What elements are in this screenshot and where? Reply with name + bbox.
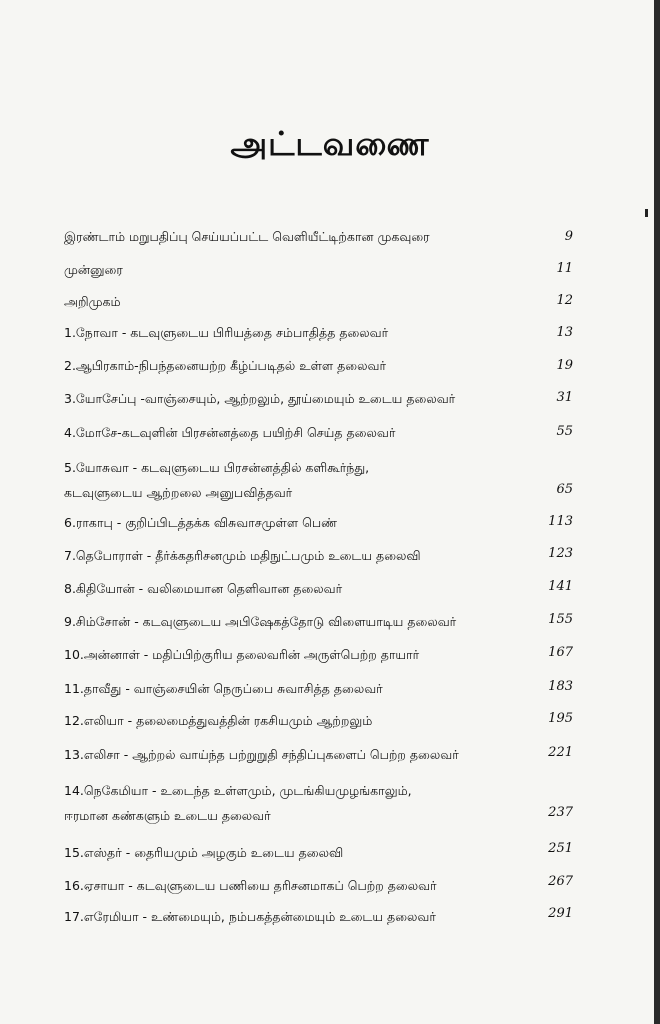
toc-entry-page-number: 221	[548, 745, 573, 760]
toc-entry-title: அறிமுகம்	[64, 294, 121, 309]
toc-entry-page-number: 167	[548, 645, 573, 660]
toc-entry-title: 11.தாவீது - வாஞ்சையின் நெருப்பை சுவாசித்த தலைவர்	[64, 681, 383, 696]
toc-entry-title: இரண்டாம் மறுபதிப்பு செய்யப்பட்ட வெளியீட்டிற்கான முகவுரை	[64, 229, 430, 244]
toc-entry-page-number: 65	[556, 482, 573, 497]
toc-entry-title: முன்னுரை	[64, 262, 123, 277]
toc-entry-title: 2.ஆபிரகாம்-நிபந்தனையற்ற கீழ்ப்படிதல் உள்ள தலைவர்	[64, 358, 386, 373]
toc-entry-page-number: 31	[556, 390, 573, 405]
toc-entry-page-number: 13	[556, 325, 573, 340]
toc-entry-title: 12.எலியா - தலைமைத்துவத்தின் ரகசியமும் ஆற்றலும்	[64, 713, 373, 728]
toc-entry-page-number: 11	[556, 261, 573, 276]
toc-entry-page-number: 123	[548, 546, 573, 561]
toc-entry-title: 8.கிதியோன் - வலிமையான தெளிவான தலைவர்	[64, 581, 343, 596]
toc-entry-page-number: 251	[548, 841, 573, 856]
toc-entry-title: 5.யோசுவா - கடவுளுடைய பிரசன்னத்தில் களிகூர்ந்து,	[64, 460, 370, 475]
toc-entry-title: 6.ராகாபு - குறிப்பிடத்தக்க விசுவாசமுள்ள பெண்	[64, 515, 338, 530]
toc-entry-page-number: 141	[548, 579, 573, 594]
toc-entry-title: 3.யோசேப்பு -வாஞ்சையும், ஆற்றலும், தூய்மையும் உடைய தலைவர்	[64, 391, 456, 406]
toc-entry-title: 17.எரேமியா - உண்மையும், நம்பகத்தன்மையும் உடைய தலைவர்	[64, 909, 436, 924]
toc-entry-page-number: 237	[548, 805, 573, 820]
toc-entry-title-continued: ஈரமான கண்களும் உடைய தலைவர்	[64, 808, 271, 823]
toc-entry-title: 16.ஏசாயா - கடவுளுடைய பணியை தரிசனமாகப் பெற்ற தலைவர்	[64, 878, 437, 893]
toc-entry-page-number: 195	[548, 711, 573, 726]
toc-entry-page-number: 12	[556, 293, 573, 308]
toc-entry-title: 15.எஸ்தர் - தைரியமும் அழகும் உடைய தலைவி	[64, 845, 344, 860]
toc-entry-page-number: 113	[548, 514, 573, 529]
toc-entry-title: 4.மோசே-கடவுளின் பிரசன்னத்தை பயிற்சி செய்த தலைவர்	[64, 425, 396, 440]
toc-entry-page-number: 19	[556, 358, 573, 373]
toc-entry-page-number: 291	[548, 906, 573, 921]
toc-entry-page-number: 267	[548, 874, 573, 889]
toc-entry-page-number: 55	[556, 424, 573, 439]
toc-entry-page-number: 183	[548, 679, 573, 694]
toc-entry-title: 10.அன்னாள் - மதிப்பிற்குரிய தலைவரின் அருள்பெற்ற தாயார்	[64, 647, 420, 662]
toc-entry-page-number: 9	[564, 229, 573, 244]
toc-entry-page-number: 155	[548, 612, 573, 627]
toc-entry-title-continued: கடவுளுடைய ஆற்றலை அனுபவித்தவர்	[64, 485, 293, 500]
toc-entry-title: 13.எலிசா - ஆற்றல் வாய்ந்த பற்றுறுதி சந்திப்புகளைப் பெற்ற தலைவர்	[64, 747, 459, 762]
toc-entry-title: 9.சிம்சோன் - கடவுளுடைய அபிஷேகத்தோடு விளையாடிய தலைவர்	[64, 614, 457, 629]
toc-entry-title: 14.நெகேமியா - உடைந்த உள்ளமும், முடங்கியமுழங்காலும்,	[64, 783, 412, 798]
toc-entry-title: 7.தெபோராள் - தீர்க்கதரிசனமும் மதிநுட்பமும் உடைய தலைவி	[64, 548, 421, 563]
page-title: அட்டவணை	[230, 124, 430, 163]
toc-entry-title: 1.நோவா - கடவுளுடைய பிரியத்தை சம்பாதித்த தலைவர்	[64, 325, 389, 340]
